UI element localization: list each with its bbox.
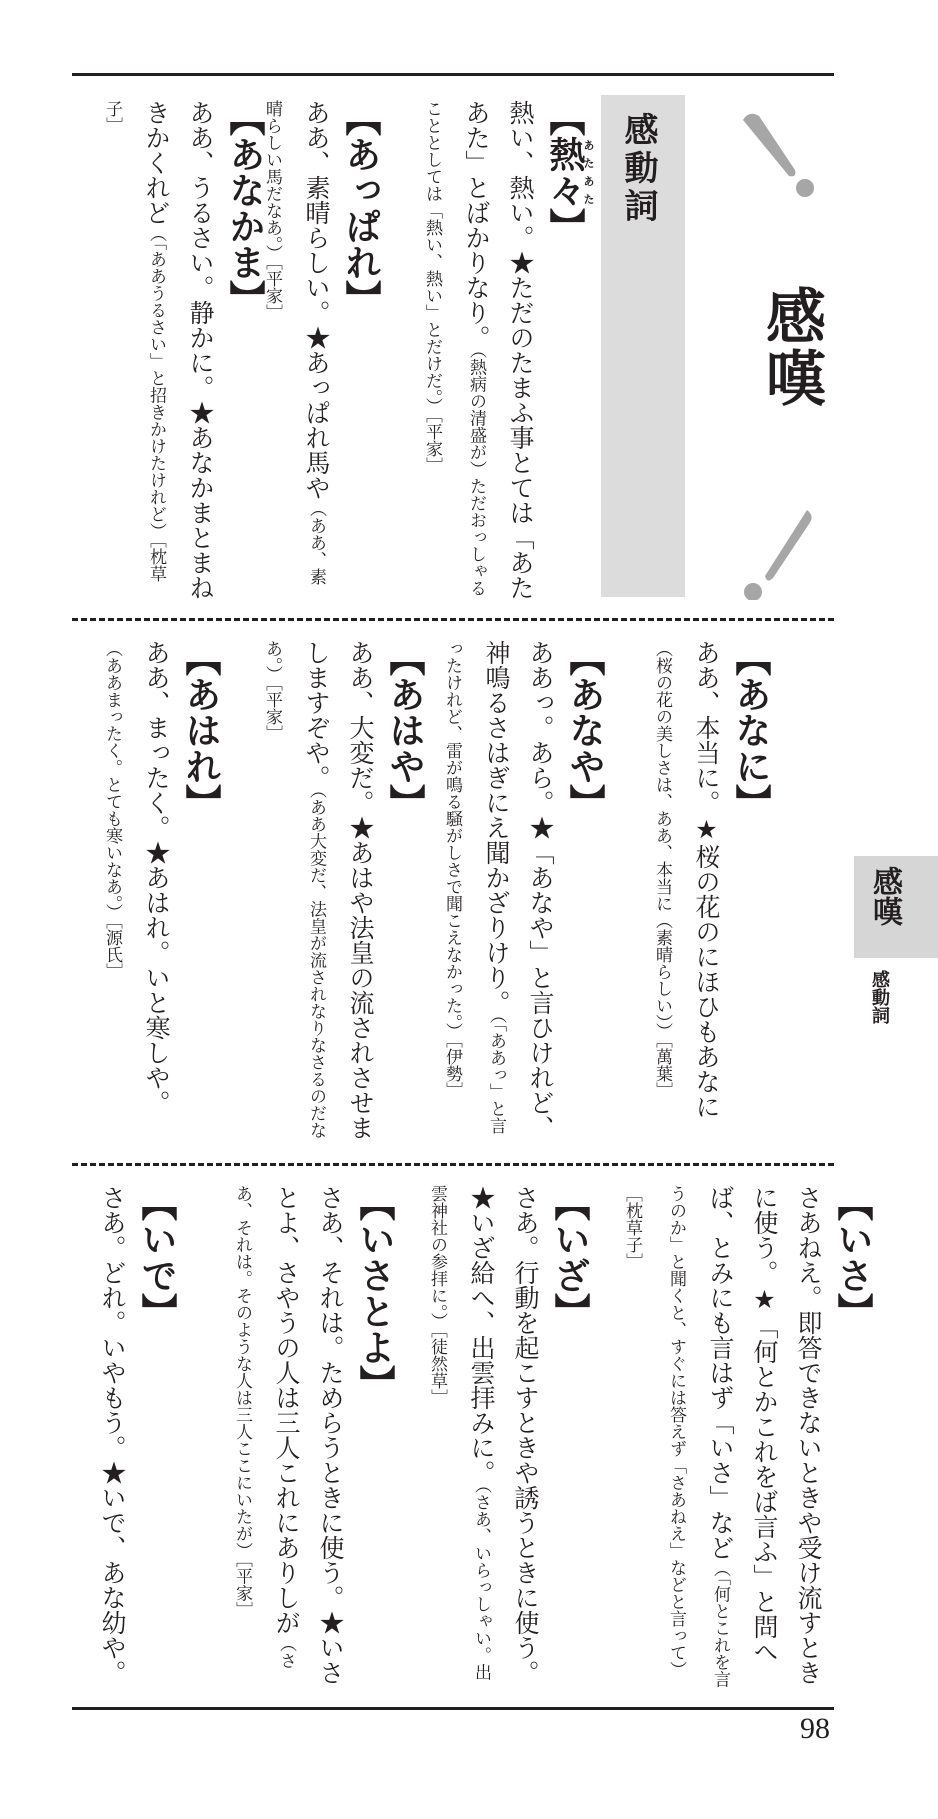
exclamation-bottom-icon: [735, 500, 815, 600]
headword: 【いざ】: [549, 1185, 590, 1329]
source: ［平家］: [422, 414, 442, 474]
gloss: さあ。行動を起こすときや誘うときに使う。: [511, 1185, 540, 1685]
example: ★いさとよ、さやうの人は三人これにありしが: [272, 1185, 345, 1685]
translation: （ああ大変だ、法皇が流されなりなさるのだなあ。）: [262, 640, 326, 1139]
headword: 【いさ】: [832, 1185, 873, 1329]
translation: （熱病の清盛が）ただおっしゃることとしては「熱い、熱い」とだけだ。）: [422, 100, 486, 597]
translation: （ああ、素晴らしい馬だなあ。）: [262, 100, 326, 585]
example: ★あはれ。いと寒しや。: [142, 840, 171, 1115]
source: ［枕草子］: [622, 1185, 642, 1270]
entry-anaya: [430, 640, 606, 1140]
gloss: ああ、うるさい。静かに。: [186, 100, 215, 400]
headword: 【いで】: [136, 1185, 177, 1329]
gloss: さあ。どれ。いやもう。: [98, 1185, 127, 1460]
source: ［萬葉］: [652, 1039, 672, 1099]
gloss: ああ、まったく。: [142, 640, 171, 840]
gloss: ああ、本当に。: [692, 640, 721, 815]
headword: 【いさとよ】: [354, 1185, 395, 1401]
entry-atsu-atsu: [410, 100, 595, 600]
headword: 【あなや】: [564, 640, 605, 820]
side-tab-title: 感嘆: [867, 866, 902, 926]
side-tab-subtitle: 感動詞: [869, 970, 890, 1024]
gloss: ああっ。あら。: [526, 640, 555, 815]
entry-appare: [250, 100, 382, 600]
bottom-rule: [72, 1707, 834, 1710]
headword: 【あはれ】: [180, 640, 221, 820]
section-label: 感動詞: [618, 112, 658, 226]
entry-isa: [610, 1185, 874, 1695]
example: ★「あなや」と言ひけれど、神鳴るさはぎにえ聞かざりけり。: [482, 640, 555, 1140]
source: ［平家］: [262, 261, 282, 321]
example: ★桜の花のにほひもあなに: [692, 815, 721, 1119]
source: ［源氏］: [102, 920, 122, 980]
gloss: さあねえ。即答できないときや受け流すときに使う。: [750, 1185, 823, 1685]
page-number: 98: [800, 1712, 830, 1745]
headword: 【あなに】: [730, 640, 771, 820]
translation: （「何とこれを言うのか」と聞くと、すぐには答えず「さあねえ」などと言って）: [666, 1185, 730, 1688]
headword: 【あはや】: [384, 640, 425, 820]
source: ［平家］: [232, 1559, 252, 1619]
headword: 【熱々あたあた】: [544, 100, 595, 244]
example: ★あなかまとまねきかくれど: [142, 100, 215, 600]
example: ★あはや法皇の流されさせましますぞや。: [302, 640, 375, 1140]
entry-iza: [415, 1185, 591, 1695]
entry-ide: [90, 1185, 178, 1695]
section-divider: [72, 1163, 834, 1166]
example: ★あっぱれ馬や: [302, 325, 331, 500]
gloss: さあ、それは。ためらうときに使う。: [316, 1185, 345, 1610]
entry-isatoyo: [220, 1185, 396, 1695]
gloss: ああ、大変だ。: [346, 640, 375, 815]
entry-ahare: [90, 640, 222, 1140]
headword: 【あっぱれ】: [340, 100, 381, 316]
source: ［枕草子］: [102, 100, 166, 582]
exclamation-top-icon: [735, 108, 815, 198]
example: ★ただのたまふ事とては「あたあた」とばかりなり。: [462, 100, 535, 600]
example: ★「何とかこれをば言ふ」と問へば、とみにも言はず「いさ」など: [706, 1185, 779, 1664]
example: ★いざ給へ、出雲拝みに。: [467, 1185, 496, 1485]
translation: （「ああうるさい」と招きかけたけれど）: [146, 225, 166, 540]
translation: （ああまったく。とても寒いなあ。）: [102, 640, 122, 921]
source: ［平家］: [262, 682, 282, 742]
top-rule: [72, 73, 834, 76]
entry-ahaya: [250, 640, 426, 1140]
translation: （「ああっ」と言ったけれど、雷が鳴る騒がしさで聞こえなかった。）: [442, 640, 506, 1134]
source: ［伊勢］: [442, 1039, 462, 1099]
example: ★いで、あな幼や。: [98, 1460, 127, 1685]
entry-anani: [640, 640, 772, 1140]
section-divider: [72, 618, 834, 621]
translation: （さあ、いらっしゃい。出雲神社の参拝に。）: [427, 1185, 491, 1681]
source: ［徒然草］: [427, 1329, 447, 1406]
chapter-title: 感嘆: [756, 285, 826, 409]
entry-anakama: [90, 100, 266, 600]
gloss: 熱い、熱い。: [506, 100, 535, 250]
translation: （桜の花の美しさは、ああ、本当に（素晴らしい））: [652, 640, 672, 1040]
headword: 【あなかま】: [224, 100, 265, 316]
translation: （さあ、それは。そのような人は三人ここにいたが）: [232, 1185, 296, 1669]
gloss: ああ、素晴らしい。: [302, 100, 331, 325]
